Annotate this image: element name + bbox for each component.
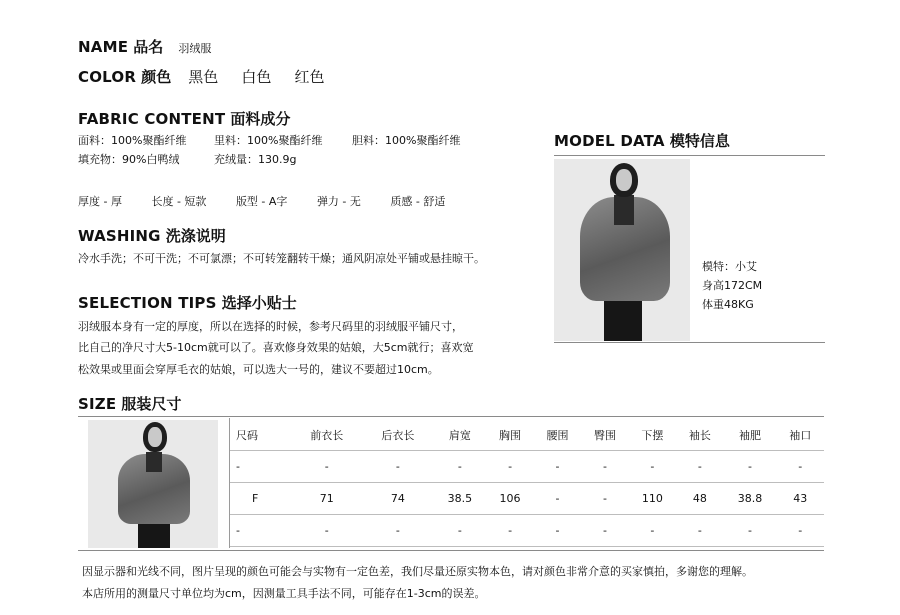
size-cell: -: [534, 483, 581, 515]
size-cell: -: [581, 515, 628, 547]
fabric-heading: [78, 108, 290, 129]
size-cell: 38.5: [433, 483, 486, 515]
size-cell: -: [433, 451, 486, 483]
fabric-label-cn: 面料成分: [230, 110, 291, 128]
color-label-en: COLOR: [78, 68, 137, 86]
size-cell: 74: [362, 483, 433, 515]
size-cell: -: [676, 515, 723, 547]
size-cell: -: [230, 515, 291, 547]
model-top-rule: [554, 155, 825, 156]
size-cell: -: [676, 451, 723, 483]
size-cell: -: [581, 483, 628, 515]
fabric-line-1b: [214, 132, 322, 148]
size-cell: -: [486, 451, 533, 483]
color-label-cn: 颜色: [141, 68, 172, 86]
size-label-en: SIZE: [78, 395, 117, 413]
size-cell: -: [486, 515, 533, 547]
fabric-item: 里料：100%聚酯纤维: [214, 134, 323, 147]
size-heading: [78, 393, 181, 414]
size-header-cell: 臀围: [581, 420, 628, 451]
size-cell: -: [534, 451, 581, 483]
size-cell: -: [230, 451, 291, 483]
size-header-cell: 下摆: [629, 420, 676, 451]
table-row: [230, 515, 824, 547]
fabric-label-en: FABRIC CONTENT: [78, 110, 226, 128]
size-header-cell: 腰围: [534, 420, 581, 451]
spec-row: [78, 193, 471, 209]
model-label-cn: 模特信息: [669, 132, 730, 150]
size-cell: -: [362, 451, 433, 483]
selection-line: 松效果或里面会穿厚毛衣的姑娘，可以选大一号的，建议不要超过10cm。: [78, 363, 439, 376]
table-row: [230, 451, 824, 483]
color-value: 白色: [241, 68, 272, 86]
size-cell: 71: [291, 483, 362, 515]
size-cell: -: [534, 515, 581, 547]
size-header-cell: 袖口: [776, 420, 824, 451]
size-cell: -: [776, 451, 824, 483]
model-weight: 体重48KG: [702, 298, 754, 311]
size-cell: 38.8: [724, 483, 777, 515]
size-header-cell: 尺码: [230, 420, 291, 451]
footer-note: 因显示器和光线不同，图片呈现的颜色可能会与实物有一定色差，我们尽量还原实物本色，请对颜色非常介意的买家慎拍，多谢您的理解。: [82, 565, 753, 578]
size-cell: -: [724, 451, 777, 483]
name-value: 羽绒服: [178, 42, 212, 55]
size-header-cell: 袖长: [676, 420, 723, 451]
model-height: 身高172CM: [702, 279, 763, 292]
model-heading: [554, 130, 730, 151]
selection-line: 羽绒服本身有一定的厚度，所以在选择的时候，参考尺码里的羽绒服平铺尺寸，: [78, 320, 463, 333]
footer-note: 本店所用的测量尺寸单位均为cm，因测量工具手法不同，可能存在1-3cm的误差。: [82, 587, 486, 600]
size-cell: -: [581, 451, 628, 483]
size-table: [230, 420, 824, 547]
model-label-en: MODEL DATA: [554, 132, 665, 150]
fabric-line-1: [78, 132, 186, 148]
size-header-cell: 前衣长: [291, 420, 362, 451]
washing-label-en: WASHING: [78, 227, 161, 245]
fabric-line-2b: [214, 151, 296, 167]
washing-text: 冷水手洗；不可干洗；不可氯漂；不可转笼翻转干燥；通风阴凉处平铺或悬挂晾干。: [78, 252, 485, 265]
table-row: [230, 483, 824, 515]
spec-texture: 质感 - 舒适: [390, 195, 446, 208]
fabric-line-2: [78, 151, 179, 167]
fabric-item: 面料：100%聚酯纤维: [78, 134, 187, 147]
name-label-en: NAME: [78, 38, 129, 56]
color-value: 黑色: [188, 68, 219, 86]
size-cell: -: [291, 515, 362, 547]
spec-elasticity: 弹力 - 无: [316, 195, 361, 208]
model-name: 模特：小艾: [702, 260, 757, 273]
color-value: 红色: [294, 68, 325, 86]
size-header-cell: 胸围: [486, 420, 533, 451]
size-cell: -: [629, 451, 676, 483]
washing-heading: [78, 225, 226, 246]
selection-label-cn: 选择小贴士: [221, 294, 297, 312]
size-cell: -: [776, 515, 824, 547]
size-header-row: [230, 420, 824, 451]
selection-line: 比自己的净尺寸大5-10cm就可以了。喜欢修身效果的姑娘，大5cm就行；喜欢宽: [78, 341, 474, 354]
size-cell: -: [629, 515, 676, 547]
spec-length: 长度 - 短款: [151, 195, 207, 208]
size-cell: -: [291, 451, 362, 483]
model-bottom-rule: [554, 342, 825, 343]
size-label-cn: 服装尺寸: [121, 395, 182, 413]
size-cell: 110: [629, 483, 676, 515]
size-photo: [88, 420, 218, 548]
selection-heading: [78, 292, 297, 313]
fabric-item: 充绒量：130.9g: [214, 153, 297, 166]
size-cell: F: [230, 483, 291, 515]
fabric-item: 胆料：100%聚酯纤维: [352, 134, 461, 147]
size-cell: 106: [486, 483, 533, 515]
spec-fit: 版型 - A字: [235, 195, 288, 208]
spec-thickness: 厚度 - 厚: [78, 195, 122, 208]
fabric-item: 填充物：90%白鸭绒: [78, 153, 180, 166]
name-row: [78, 36, 211, 57]
size-cell: 43: [776, 483, 824, 515]
size-cell: -: [724, 515, 777, 547]
size-cell: -: [362, 515, 433, 547]
model-photo: [554, 159, 690, 341]
fabric-line-1c: [352, 132, 460, 148]
size-cell: 48: [676, 483, 723, 515]
size-cell: -: [433, 515, 486, 547]
size-bottom-rule: [78, 550, 824, 551]
size-header-cell: 肩宽: [433, 420, 486, 451]
size-header-cell: 后衣长: [362, 420, 433, 451]
size-header-cell: 袖肥: [724, 420, 777, 451]
size-top-rule: [78, 416, 824, 417]
washing-label-cn: 洗涤说明: [165, 227, 226, 245]
color-row: [78, 66, 343, 87]
name-label-cn: 品名: [133, 38, 164, 56]
selection-label-en: SELECTION TIPS: [78, 294, 217, 312]
